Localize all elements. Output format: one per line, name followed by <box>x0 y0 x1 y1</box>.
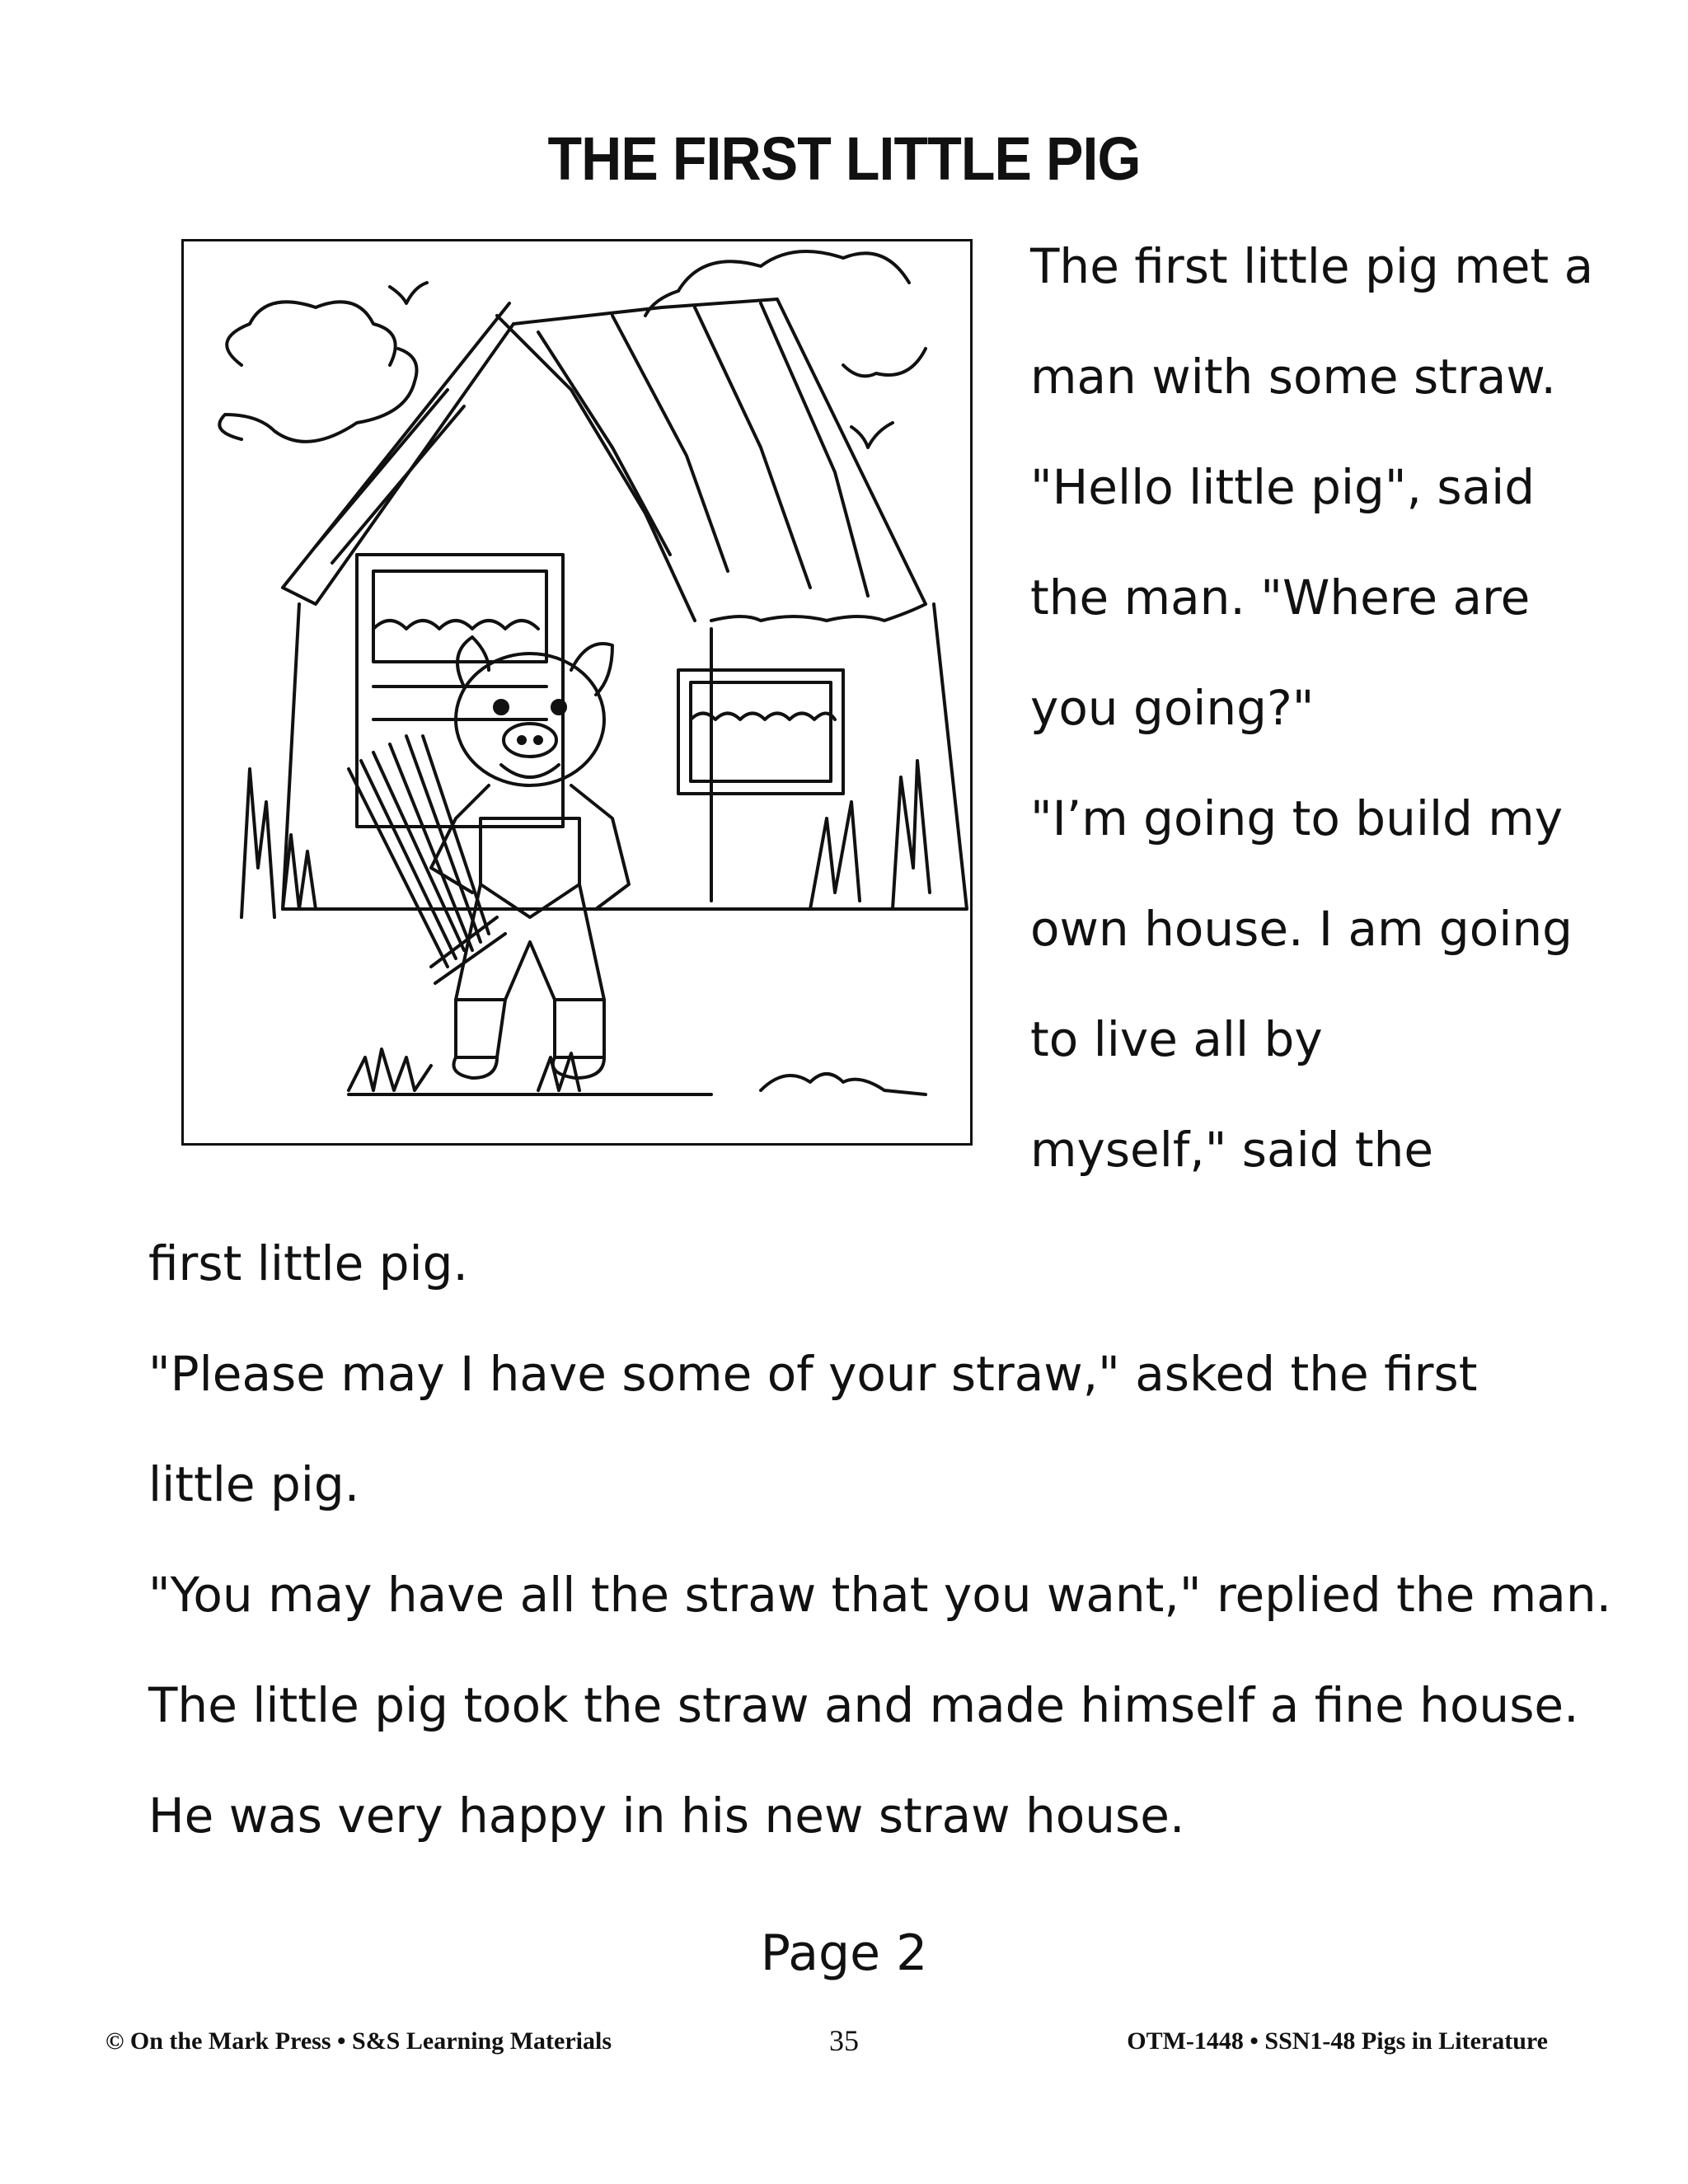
story-line: man with some straw. <box>1030 349 1556 405</box>
story-line: "I’m going to build my <box>1030 790 1564 846</box>
story-line: you going?" <box>1030 680 1315 736</box>
grass <box>241 761 930 1094</box>
story-line: myself," said the <box>1030 1122 1434 1178</box>
story-line: little pig. <box>148 1456 360 1512</box>
story-line: own house. I am going <box>1030 901 1573 957</box>
story-line: "Please may I have some of your straw," asked the first <box>148 1346 1478 1402</box>
story-line: first little pig. <box>148 1235 468 1291</box>
story-line: The first little pig met a <box>1030 238 1594 294</box>
footer-page-number: 35 <box>829 2024 859 2057</box>
window <box>678 670 843 794</box>
footer-publisher: © On the Mark Press • S&S Learning Materials <box>106 2027 612 2055</box>
page-title: THE FIRST LITTLE PIG <box>547 124 1141 193</box>
page-label: Page 2 <box>760 1924 928 1982</box>
story-line: "You may have all the straw that you want," replied the man. <box>148 1567 1612 1623</box>
story-line: The little pig took the straw and made himself a fine house. <box>148 1677 1579 1733</box>
straw-house-illustration <box>181 239 973 1146</box>
story-line: the man. "Where are <box>1030 569 1531 626</box>
story-line: He was very happy in his new straw house. <box>148 1788 1185 1844</box>
cloud-left-icon <box>219 302 416 442</box>
footer-series: OTM-1448 • SSN1-48 Pigs in Literature <box>1127 2027 1548 2055</box>
bird-icon <box>390 283 427 303</box>
story-line: "Hello little pig", said <box>1030 459 1536 515</box>
pig-character <box>431 637 629 1078</box>
story-line: to live all by <box>1030 1011 1323 1067</box>
bird-icon <box>851 423 893 448</box>
